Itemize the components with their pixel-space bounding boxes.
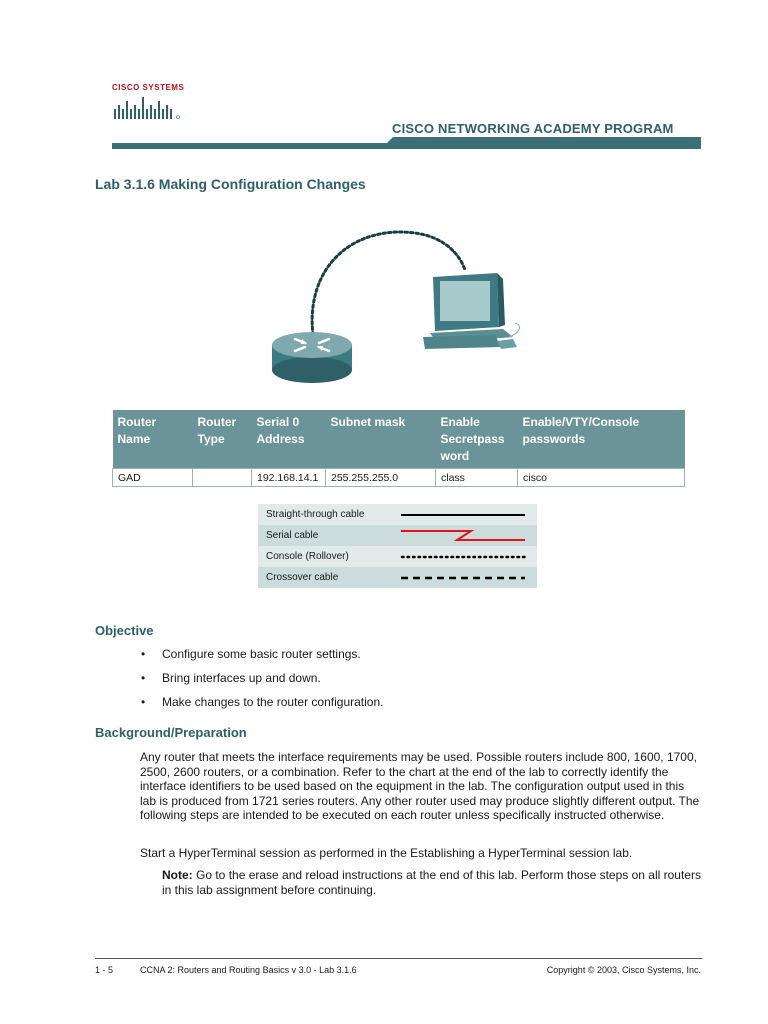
cell-enable-secret: class bbox=[436, 469, 518, 487]
list-item: • Configure some basic router settings. bbox=[141, 647, 361, 661]
lab-title: Lab 3.1.6 Making Configuration Changes bbox=[95, 176, 366, 192]
cell-subnet-mask: 255.255.255.0 bbox=[326, 469, 436, 487]
cisco-logo bbox=[112, 83, 185, 119]
col-header-subnet-mask: Subnet mask bbox=[326, 410, 436, 469]
logo-text: CISCO SYSTEMS bbox=[112, 83, 185, 92]
cisco-logo-icon bbox=[112, 93, 182, 121]
hyperterminal-paragraph: Start a HyperTerminal session as performed in the Establishing a HyperTerminal session lab. bbox=[140, 846, 633, 860]
workstation-icon bbox=[423, 273, 520, 349]
bullet-icon: • bbox=[141, 671, 146, 685]
router-icon bbox=[272, 332, 352, 383]
objective-list bbox=[140, 647, 383, 719]
footer-rule bbox=[95, 958, 702, 959]
legend-row-serial: Serial cable bbox=[258, 525, 537, 546]
legend-row-straight: Straight-through cable bbox=[258, 504, 537, 525]
bullet-icon: • bbox=[141, 647, 146, 661]
topology-diagram bbox=[265, 225, 535, 400]
col-header-serial-address: Serial 0 Address bbox=[252, 410, 326, 469]
footer-page-number: 1 - 5 bbox=[95, 965, 114, 975]
cable-legend bbox=[258, 504, 537, 588]
serial-cable-icon bbox=[399, 528, 527, 543]
col-header-router-name: Router Name bbox=[113, 410, 193, 469]
footer-course: CCNA 2: Routers and Routing Basics v 3.0 - Lab 3.1.6 bbox=[140, 965, 357, 975]
col-header-enable-secret: Enable Secretpass word bbox=[436, 410, 518, 469]
straight-cable-icon bbox=[399, 507, 527, 522]
header-bar bbox=[112, 137, 701, 149]
objective-heading: Objective bbox=[95, 623, 154, 638]
cell-router-name: GAD bbox=[113, 469, 193, 487]
col-header-router-type: Router Type bbox=[193, 410, 252, 469]
table-header-row bbox=[113, 410, 685, 469]
note-paragraph bbox=[162, 868, 702, 897]
footer-copyright: Copyright © 2003, Cisco Systems, Inc. bbox=[546, 965, 701, 975]
background-heading: Background/Preparation bbox=[95, 725, 247, 740]
list-item: • Make changes to the router configuration. bbox=[141, 695, 384, 709]
col-header-passwords: Enable/VTY/Console passwords bbox=[518, 410, 685, 469]
cell-router-type bbox=[193, 469, 252, 487]
note-label: Note: bbox=[162, 868, 193, 882]
cell-serial-address: 192.168.14.1 bbox=[252, 469, 326, 487]
crossover-cable-icon bbox=[399, 570, 527, 585]
legend-row-console: Console (Rollover) bbox=[258, 546, 537, 567]
note-text: Go to the erase and reload instructions at the end of this lab. Perform those steps on all routers in this lab assignment before continuing. bbox=[162, 868, 701, 897]
console-cable-icon bbox=[399, 549, 527, 564]
router-table bbox=[112, 410, 685, 487]
legend-row-crossover: Crossover cable bbox=[258, 567, 537, 588]
bullet-icon: • bbox=[141, 695, 146, 709]
background-paragraph: Any router that meets the interface requirements may be used. Possible routers include 800, 1600, 1700, 2500, 2600 routers, or a combination. Refer to the chart at the end of the lab to correctly identify the interface identifiers to be used based on the equipment in the lab. The configuration output used in this lab is produced from 1721 series routers. Any other router used may produce slightly different output. The following steps are intended to be executed on each router unless specifically instructed otherwise. bbox=[140, 750, 700, 823]
program-title: CISCO NETWORKING ACADEMY PROGRAM bbox=[392, 121, 674, 136]
table-row bbox=[113, 469, 685, 487]
list-item: • Bring interfaces up and down. bbox=[141, 671, 321, 685]
cell-passwords: cisco bbox=[518, 469, 685, 487]
